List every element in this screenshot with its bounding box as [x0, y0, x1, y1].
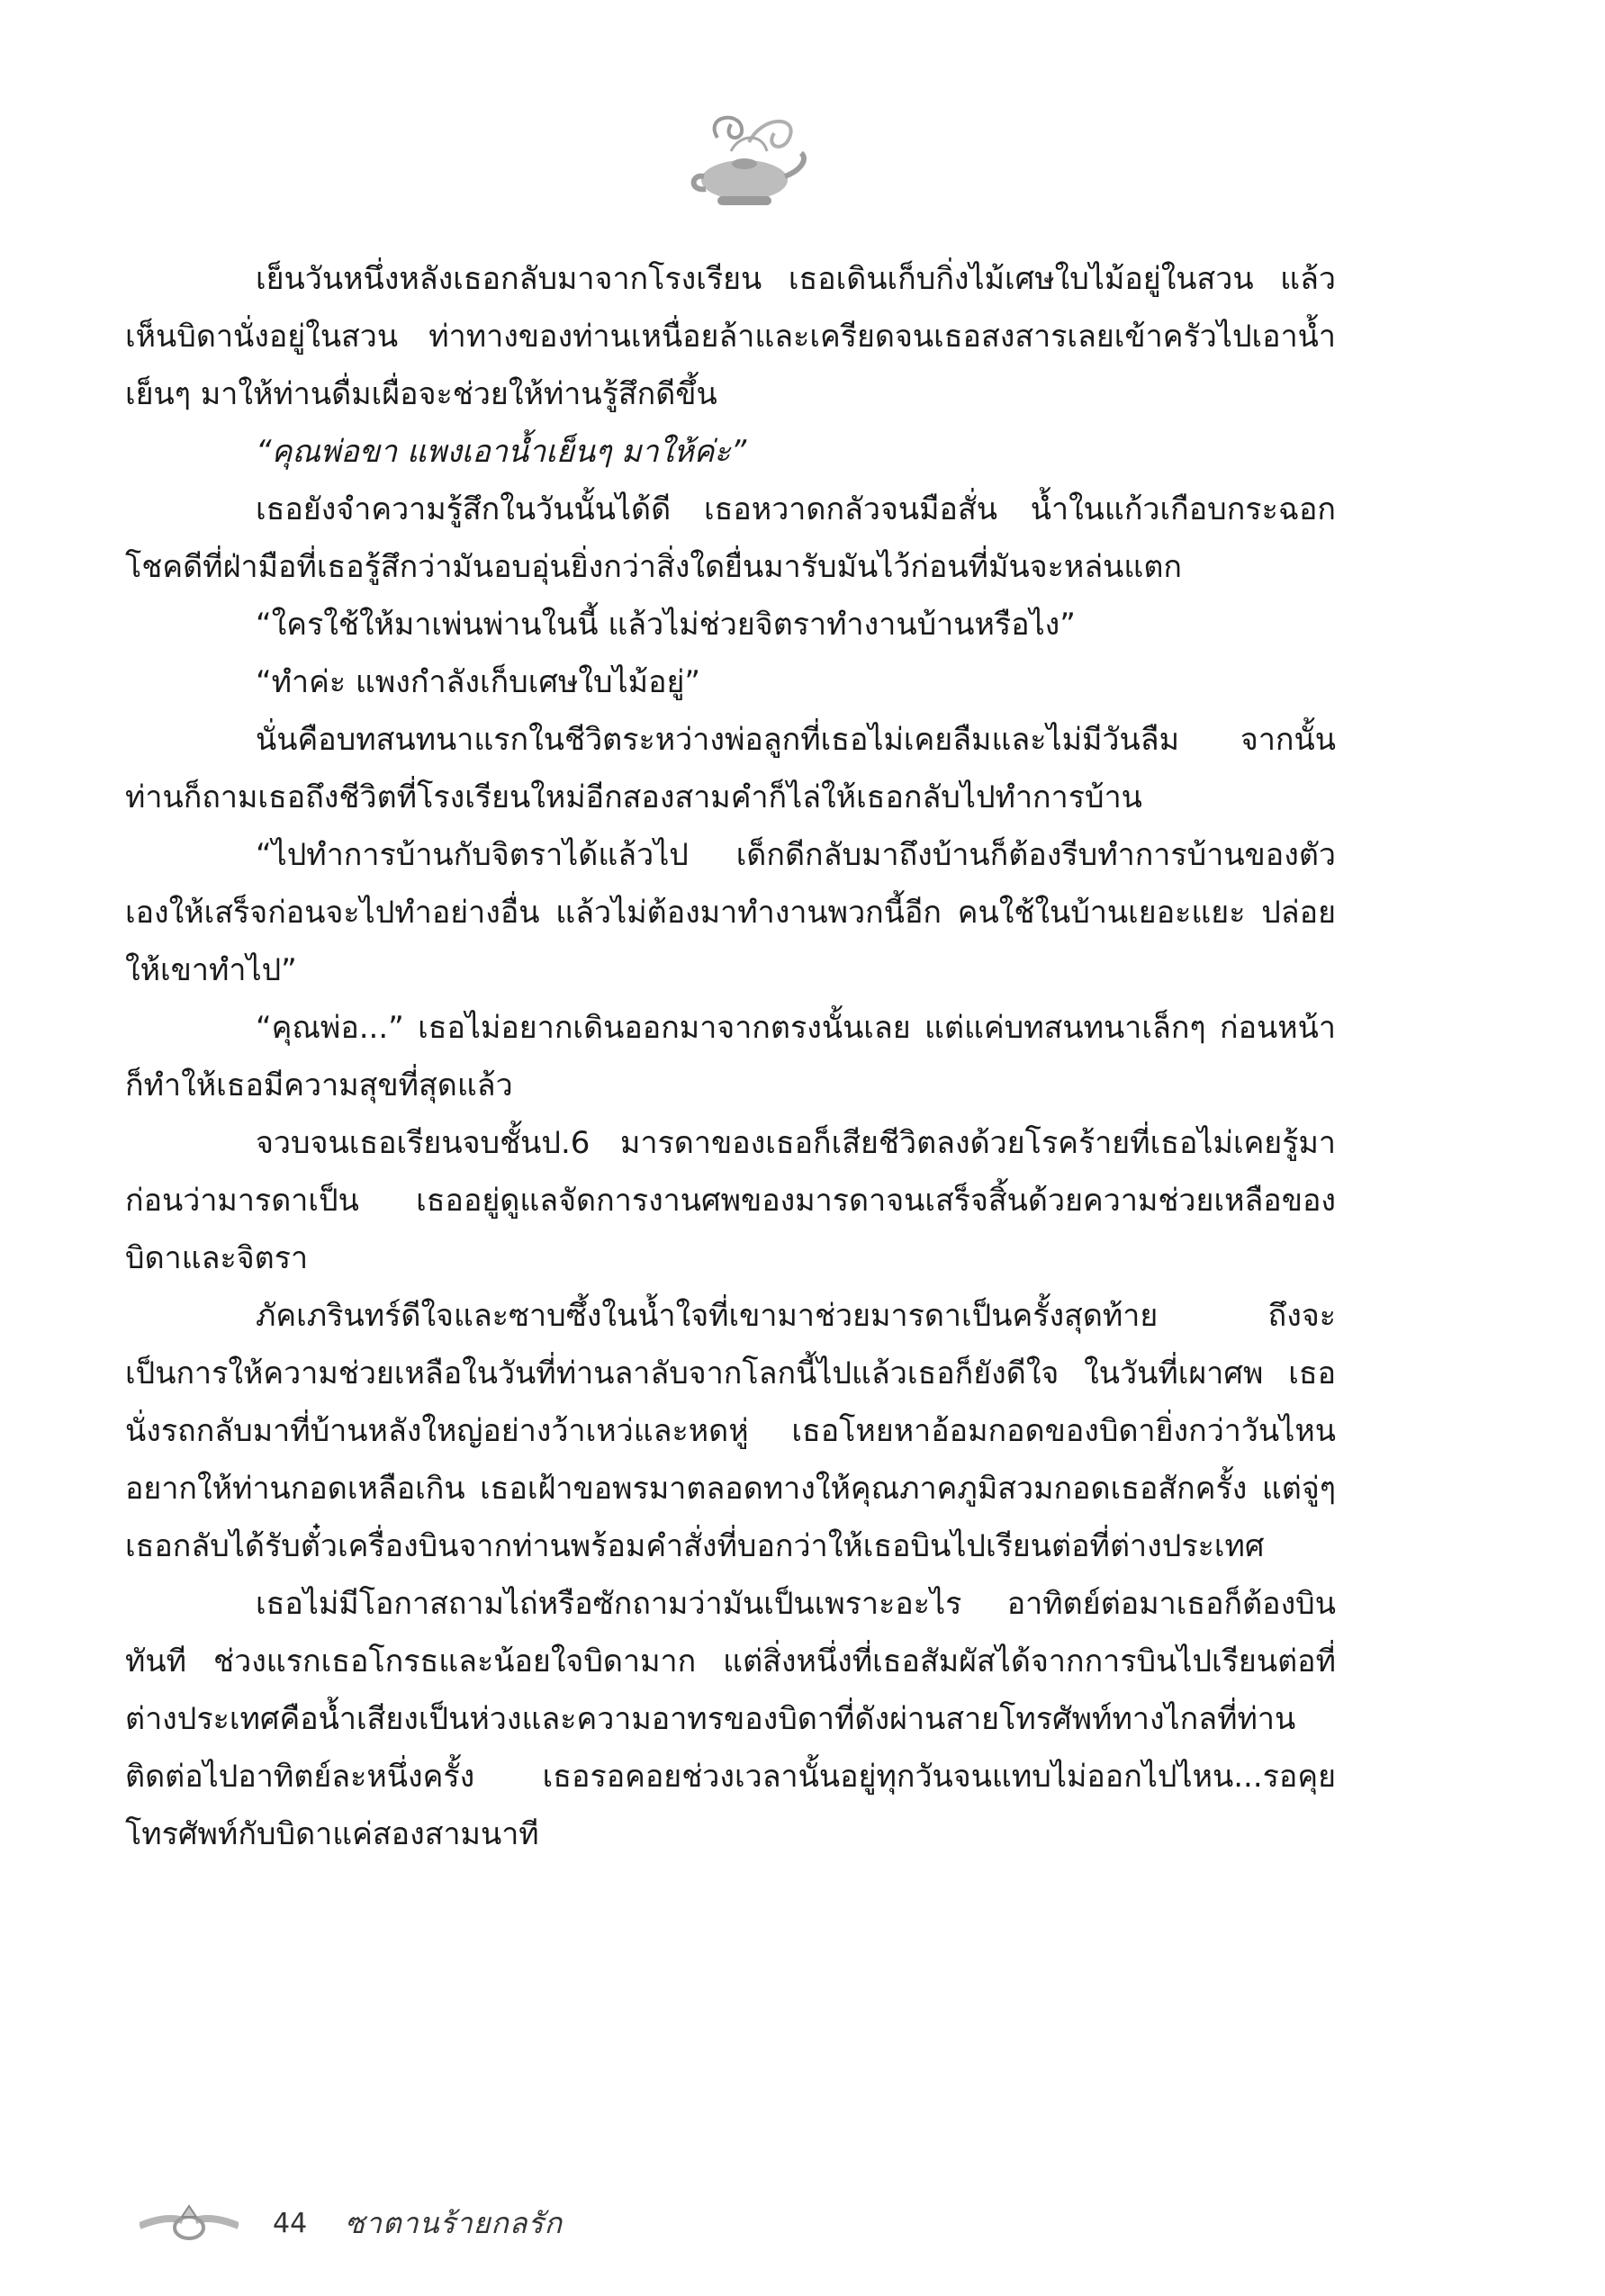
page-footer: [140, 2196, 563, 2250]
page-number: 44: [273, 2207, 308, 2239]
paragraph: จวบจนเธอเรียนจบชั้นป.6 มารดาของเธอก็เสียชีวิตลงด้วยโรคร้ายที่เธอไม่เคยรู้มาก่อนว่ามารดาเป็น เธออยู่ดูแลจัดการงานศพของมารดาจนเสร็จสิ้นด้วยความช่วยเหลือของบิดาและจิตรา: [125, 1125, 1336, 1276]
paragraph: นั่นคือบทสนทนาแรกในชีวิตระหว่างพ่อลูกที่เธอไม่เคยลืมและไม่มีวันลืม จากนั้นท่านก็ถามเธอถึงชีวิตที่โรงเรียนใหม่อีกสองสามคำก็ไล่ให้เธอกลับไปทำการบ้าน: [125, 722, 1336, 815]
dialogue-paragraph: “ทำค่ะ แพงกำลังเก็บเศษใบไม้อยู่”: [256, 664, 701, 700]
dialogue-paragraph: “คุณพ่อขา แพงเอาน้ำเย็นๆ มาให้ค่ะ”: [256, 434, 747, 470]
ring-icon: [140, 2201, 239, 2246]
teapot-ornament-icon: [677, 106, 812, 214]
paragraph: เธอยังจำความรู้สึกในวันนั้นได้ดี เธอหวาดกลัวจนมือสั่น น้ำในแก้วเกือบกระฉอก โชคดีที่ฝ่ามือที่เธอรู้สึกว่ามันอบอุ่นยิ่งกว่าสิ่งใดยื่นมารับมันไว้ก่อนที่มันจะหล่นแตก: [125, 491, 1336, 585]
chapter-body: [125, 250, 1336, 1863]
paragraph: ภัคเภรินทร์ดีใจและซาบซึ้งในน้ำใจที่เขามาช่วยมารดาเป็นครั้งสุดท้าย ถึงจะเป็นการให้ความช่วยเหลือในวันที่ท่านลาลับจากโลกนี้ไปแล้วเธอก็ยังดีใจ ในวันที่เผาศพ เธอนั่งรถกลับมาที่บ้านหลังใหญ่อย่างว้าเหว่และหดหู่ เธอโหยหาอ้อมกอดของบิดายิ่งกว่าวันไหน อยากให้ท่านกอดเหลือเกิน เธอเฝ้าขอพรมาตลอดทางให้คุณภาคภูมิสวมกอดเธอสักครั้ง แต่จู่ๆ เธอกลับได้รับตั๋วเครื่องบินจากท่านพร้อมคำสั่งที่บอกว่าให้เธอบินไปเรียนต่อที่ต่างประเทศ: [125, 1298, 1336, 1564]
dialogue-paragraph: “คุณพ่อ...” เธอไม่อยากเดินออกมาจากตรงนั้นเลย แต่แค่บทสนทนาเล็กๆ ก่อนหน้าก็ทำให้เธอมีความสุขที่สุดแล้ว: [125, 1010, 1336, 1103]
dialogue-paragraph: “ไปทำการบ้านกับจิตราได้แล้วไป เด็กดีกลับมาถึงบ้านก็ต้องรีบทำการบ้านของตัวเองให้เสร็จก่อนจะไปทำอย่างอื่น แล้วไม่ต้องมาทำงานพวกนี้อีก คนใช้ในบ้านเยอะแยะ ปล่อยให้เขาทำไป”: [125, 837, 1336, 988]
paragraph: เธอไม่มีโอกาสถามไถ่หรือซักถามว่ามันเป็นเพราะอะไร อาทิตย์ต่อมาเธอก็ต้องบินทันที ช่วงแรกเธอโกรธและน้อยใจบิดามาก แต่สิ่งหนึ่งที่เธอสัมผัสได้จากการบินไปเรียนต่อที่ต่างประเทศคือน้ำเสียงเป็นห่วงและความอาทรของบิดาที่ดังผ่านสายโทรศัพท์ทางไกลที่ท่านติดต่อไปอาทิตย์ละหนึ่งครั้ง เธอรอคอยช่วงเวลานั้นอยู่ทุกวันจนแทบไม่ออกไปไหน...รอคุยโทรศัพท์กับบิดาแค่สองสามนาที: [125, 1586, 1336, 1852]
paragraph: เย็นวันหนึ่งหลังเธอกลับมาจากโรงเรียน เธอเดินเก็บกิ่งไม้เศษใบไม้อยู่ในสวน แล้วเห็นบิดานั่งอยู่ในสวน ท่าทางของท่านเหนื่อยล้าและเครียดจนเธอสงสารเลยเข้าครัวไปเอาน้ำเย็นๆ มาให้ท่านดื่มเผื่อจะช่วยให้ท่านรู้สึกดีขึ้น: [125, 261, 1336, 412]
dialogue-paragraph: “ใครใช้ให้มาเพ่นพ่านในนี้ แล้วไม่ช่วยจิตราทำงานบ้านหรือไง”: [256, 607, 1076, 643]
book-title: ซาตานร้ายกลรัก: [345, 2205, 563, 2240]
